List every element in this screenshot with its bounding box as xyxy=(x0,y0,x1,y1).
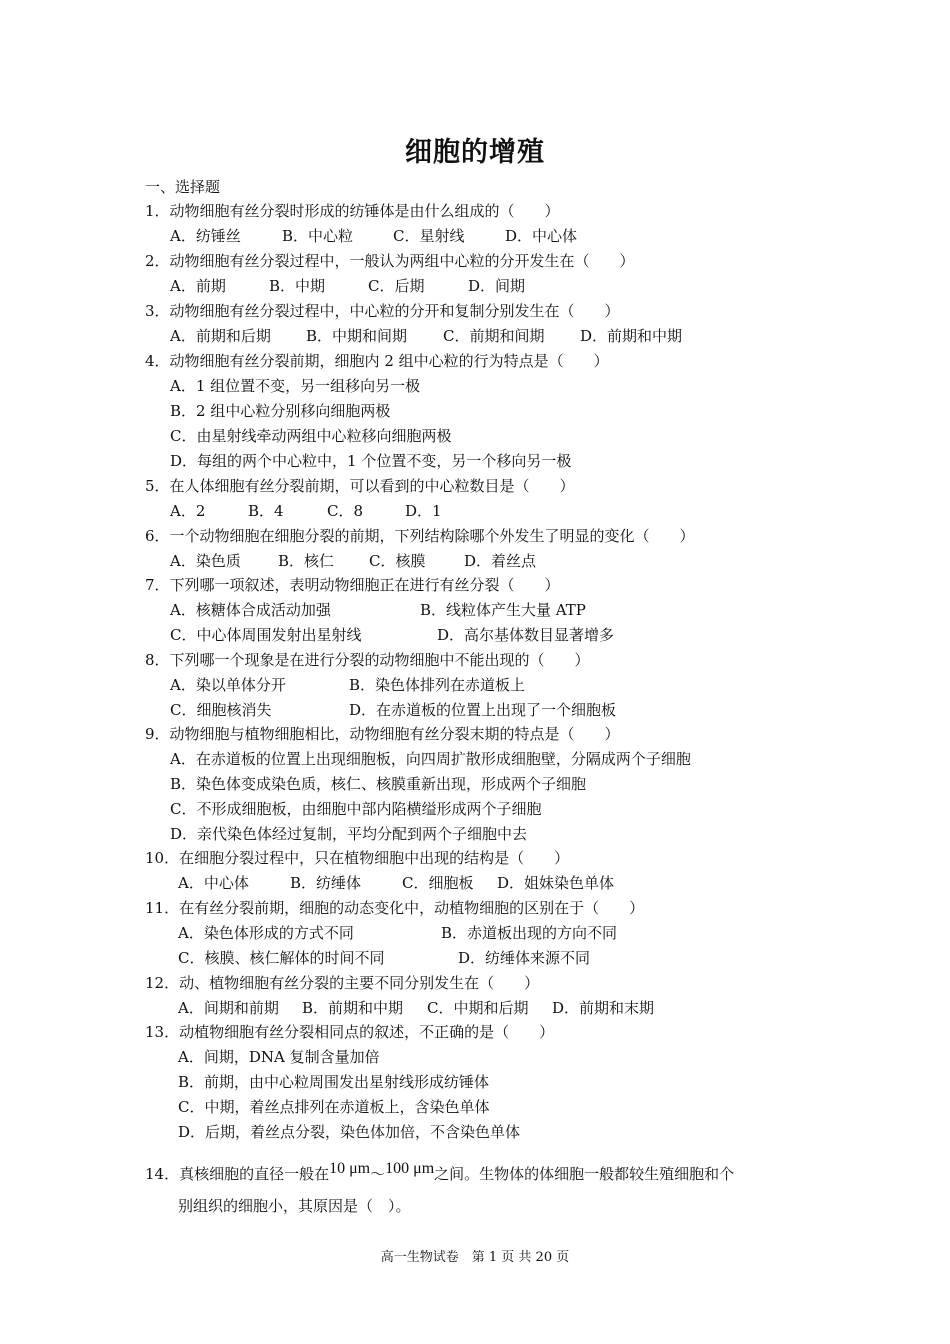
option-c: C．8 xyxy=(327,502,364,520)
question-6-options xyxy=(0,549,950,573)
question-7-options-row2 xyxy=(0,623,950,647)
option-a: A．2 xyxy=(170,502,206,520)
question-11-options-row2 xyxy=(0,946,950,970)
option-a: A．在赤道板的位置上出现细胞板，向四周扩散形成细胞壁，分隔成两个子细胞 xyxy=(170,750,691,768)
question-12-stem: 12．动、植物细胞有丝分裂的主要不同分别发生在（ ） xyxy=(145,974,540,992)
question-11-options-row1 xyxy=(0,921,950,945)
option-d: D．前期和末期 xyxy=(552,999,655,1017)
question-7-stem: 7．下列哪一项叙述，表明动物细胞正在进行有丝分裂（ ） xyxy=(145,576,560,594)
option-d: D．姐妹染色单体 xyxy=(497,874,615,892)
question-13-stem: 13．动植物细胞有丝分裂相同点的叙述，不正确的是（ ） xyxy=(145,1023,555,1041)
option-a: A．染以单体分开 xyxy=(170,676,286,694)
question-5-options xyxy=(0,499,950,523)
question-10-options xyxy=(0,871,950,895)
question-7-options-row1 xyxy=(0,598,950,622)
option-a: A．1 组位置不变，另一组移向另一极 xyxy=(170,377,421,395)
option-b: B．中心粒 xyxy=(282,227,354,245)
question-8-options-row2 xyxy=(0,698,950,722)
option-a: A．间期，DNA 复制含量加倍 xyxy=(178,1048,380,1066)
question-5-stem: 5．在人体细胞有丝分裂前期，可以看到的中心粒数目是（ ） xyxy=(145,477,575,495)
question-12-options xyxy=(0,996,950,1020)
option-a: A．前期 xyxy=(170,277,226,295)
option-d: D．前期和中期 xyxy=(580,327,683,345)
option-d: D．亲代染色体经过复制，平均分配到两个子细胞中去 xyxy=(170,825,528,843)
option-b: B．染色体变成染色质，核仁、核膜重新出现，形成两个子细胞 xyxy=(170,775,587,793)
question-8-stem: 8．下列哪一个现象是在进行分裂的动物细胞中不能出现的（ ） xyxy=(145,651,590,669)
option-d: D．着丝点 xyxy=(464,552,537,570)
question-10-stem: 10．在细胞分裂过程中，只在植物细胞中出现的结构是（ ） xyxy=(145,849,570,867)
option-c: C．核膜、核仁解体的时间不同 xyxy=(178,949,385,967)
option-c: C．前期和间期 xyxy=(443,327,545,345)
page-title: 细胞的增殖 xyxy=(405,137,545,168)
option-b: B．线粒体产生大量 ATP xyxy=(420,601,586,619)
option-d: D．纺缍体来源不同 xyxy=(458,949,591,967)
option-b: B．赤道板出现的方向不同 xyxy=(441,924,618,942)
option-c: C．细胞核消失 xyxy=(170,701,272,719)
option-c: C．中心体周围发射出星射线 xyxy=(170,626,362,644)
page-footer: 高一生物试卷 第 1 页 共 20 页 xyxy=(380,1250,570,1265)
option-b: B．前期和中期 xyxy=(302,999,404,1017)
option-a: A．染色体形成的方式不同 xyxy=(178,924,354,942)
question-1-options xyxy=(0,224,950,248)
option-c: C．中期，着丝点排列在赤道板上，含染色单体 xyxy=(178,1098,490,1116)
question-2-options xyxy=(0,274,950,298)
option-b: B．中期和间期 xyxy=(306,327,408,345)
question-8-options-row1 xyxy=(0,673,950,697)
formula-lower-bound: 10 μm xyxy=(329,1160,371,1177)
formula-upper-bound: 100 μm xyxy=(385,1160,435,1177)
option-b: B．纺缍体 xyxy=(290,874,362,892)
option-d: D．在赤道板的位置上出现了一个细胞板 xyxy=(349,701,617,719)
option-d: D．后期，着丝点分裂，染色体加倍，不含染色单体 xyxy=(178,1123,521,1141)
option-c: C．由星射线牵动两组中心粒移向细胞两极 xyxy=(170,427,452,445)
formula-tilde: ～ xyxy=(370,1165,386,1183)
option-a: A．纺锤丝 xyxy=(170,227,241,245)
option-d: D．1 xyxy=(405,502,442,520)
option-c: C．后期 xyxy=(368,277,425,295)
question-14-stem xyxy=(145,1162,734,1186)
option-d: D．中心体 xyxy=(505,227,578,245)
section-heading: 一、选择题 xyxy=(145,178,221,196)
question-9-stem: 9．动物细胞与植物细胞相比，动物细胞有丝分裂末期的特点是（ ） xyxy=(145,725,620,743)
option-c: C．中期和后期 xyxy=(427,999,529,1017)
question-2-stem: 2．动物细胞有丝分裂过程中，一般认为两组中心粒的分开发生在（ ） xyxy=(145,252,635,270)
question-3-options xyxy=(0,324,950,348)
question-14-stem-line2: 别组织的细胞小，其原因是（ ）。 xyxy=(178,1197,411,1215)
question-14-text-start: 14．真核细胞的直径一般在 xyxy=(145,1165,330,1183)
option-b: B．2 组中心粒分别移向细胞两极 xyxy=(170,402,391,420)
option-a: A．间期和前期 xyxy=(178,999,279,1017)
option-c: C．星射线 xyxy=(393,227,465,245)
option-b: B．4 xyxy=(248,502,284,520)
question-6-stem: 6．一个动物细胞在细胞分裂的前期，下列结构除哪个外发生了明显的变化（ ） xyxy=(145,527,695,545)
option-a: A．染色质 xyxy=(170,552,241,570)
option-c: C．核膜 xyxy=(369,552,426,570)
option-a: A．中心体 xyxy=(178,874,249,892)
option-c: C．细胞板 xyxy=(402,874,474,892)
option-a: A．前期和后期 xyxy=(170,327,271,345)
option-b: B．染色体排列在赤道板上 xyxy=(349,676,526,694)
option-d: D．高尔基体数目显著增多 xyxy=(437,626,615,644)
option-d: D．每组的两个中心粒中，1 个位置不变，另一个移向另一极 xyxy=(170,452,572,470)
option-a: A．核糖体合成活动加强 xyxy=(170,601,331,619)
question-3-stem: 3．动物细胞有丝分裂过程中，中心粒的分开和复制分别发生在（ ） xyxy=(145,302,620,320)
option-c: C．不形成细胞板，由细胞中部内陷横缢形成两个子细胞 xyxy=(170,800,542,818)
question-1-stem: 1．动物细胞有丝分裂时形成的纺锤体是由什么组成的（ ） xyxy=(145,202,560,220)
option-b: B．中期 xyxy=(269,277,326,295)
question-14-text-end: 之间。生物体的体细胞一般都较生殖细胞和个 xyxy=(434,1165,735,1183)
option-b: B．前期，由中心粒周围发出星射线形成纺锤体 xyxy=(178,1073,490,1091)
question-11-stem: 11．在有丝分裂前期，细胞的动态变化中，动植物细胞的区别在于（ ） xyxy=(145,899,645,917)
question-4-stem: 4．动物细胞有丝分裂前期，细胞内 2 组中心粒的行为特点是（ ） xyxy=(145,352,609,370)
option-b: B．核仁 xyxy=(278,552,335,570)
option-d: D．间期 xyxy=(468,277,526,295)
